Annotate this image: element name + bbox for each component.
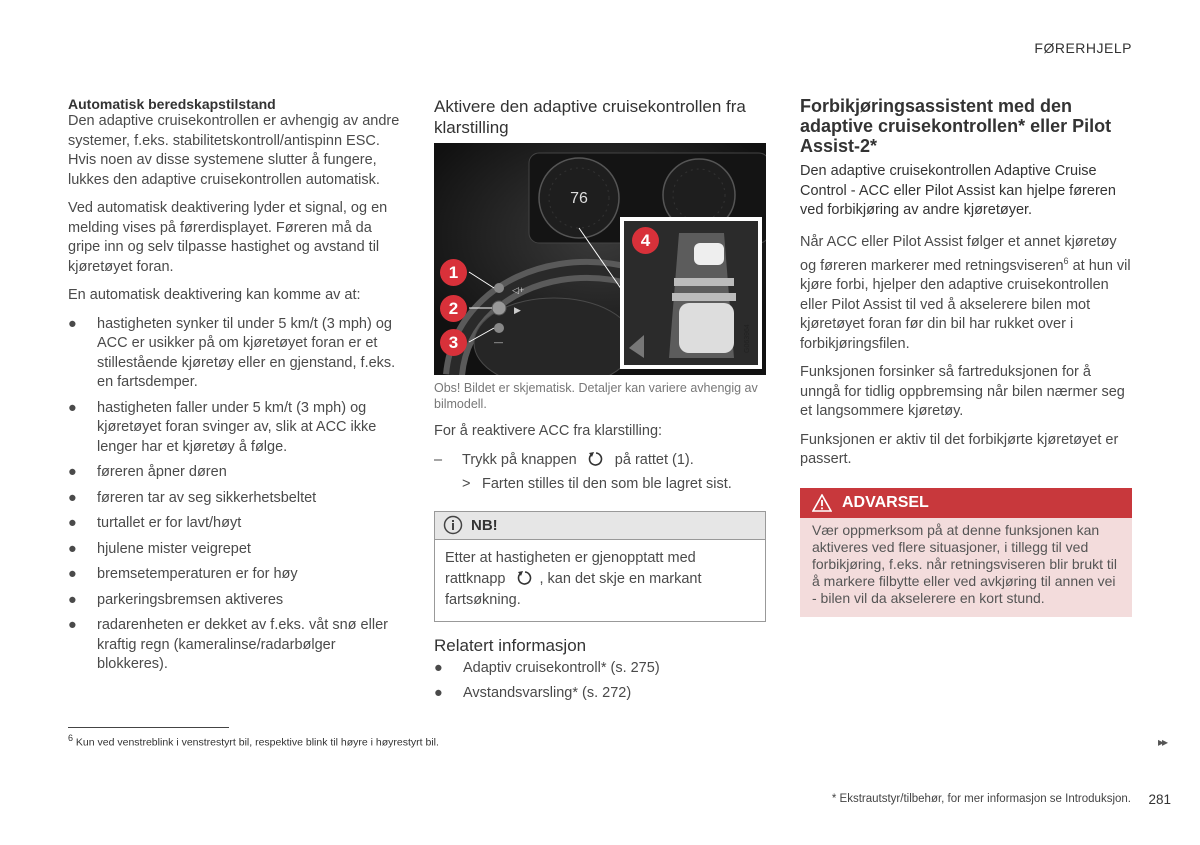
marker-4: 4 (632, 227, 659, 254)
paragraph: Funksjonen forsinker så fartreduksjonen for å unngå for tidlig oppbremsing når bilen nærmer seg et langsommere kjøretøy. (800, 364, 1125, 420)
footer-note: * Ekstrautstyr/tilbehør, for mer informasjon se Introduksjon. 281 (831, 792, 1171, 807)
svg-text:▶: ▶ (514, 305, 521, 315)
resume-icon (587, 451, 605, 467)
note-header (435, 512, 765, 540)
warning-body: Vær oppmerksom på at denne funksjonen kan aktiveres ved flere situasjoner, i tillegg til ved forbikjøring, f.eks. når retningsviseren blir brukt til å markere filbytte eller ved avkjøring til annen vei - bilen vil da akselerere en kort stund. (812, 521, 1117, 606)
page-number: 281 (1148, 792, 1171, 807)
paragraph: Den adaptive cruisekontrollen Adaptive Cruise Control - ACC eller Pilot Assist kan hjelpe føreren ved forbikjøring av andre kjøretøyer. (800, 163, 1116, 218)
marker-1: 1 (440, 259, 467, 286)
list-item: ● hjulene mister veigrepet (68, 540, 251, 557)
bullet-list (68, 315, 403, 675)
footnote-ref: 6 (1063, 256, 1069, 266)
paragraph: Ved automatisk deaktivering lyder et signal, og en melding vises på førerdisplayet. Føreren må da gripe inn og selv tilpasse hastighet og avstand til kjøretøyet foran. (68, 200, 388, 275)
step-result: > Farten stilles til den som ble lagret sist. (462, 475, 732, 492)
related-link[interactable]: ● Avstandsvarsling* (s. 272) (434, 685, 632, 701)
figure-code: G063964 (744, 324, 751, 353)
paragraph: En automatisk deaktivering kan komme av at: (68, 287, 361, 303)
svg-text:◁+: ◁+ (512, 285, 525, 295)
warning-box (800, 488, 1132, 617)
list-item: ● føreren åpner døren (68, 464, 227, 480)
note-body: Etter at hastigheten er gjenopptatt med rattknapp , kan det skje en markant fartsøkning. (445, 549, 702, 608)
resume-icon (516, 570, 534, 586)
paragraph: Den adaptive cruisekontrollen er avhengig av andre systemer, f.eks. stabilitetskontroll/antispinn ESC. Hvis noen av disse systemene slutter å fungere, lukkes den adaptive cruisekontrollen automatisk. (68, 113, 400, 188)
list-item: ● hastigheten faller under 5 km/t (3 mph) og kjøretøyet foran svinger av, slik at ACC ikke lenger har et kjøretøy å følge. (68, 399, 377, 455)
speed-readout: 76 (570, 190, 588, 207)
subheading-standby: Automatisk beredskapstilstand (68, 96, 276, 112)
list-item: ● hastigheten synker til under 5 km/t (3 mph) og ACC er usikker på om kjøretøyet foran er et stillestående kjøretøy eller en gjenstand, f.eks. en fartsdemper. (68, 315, 396, 390)
column-left (68, 96, 403, 681)
figure-caption: Obs! Bildet er skjematisk. Detaljer kan variere avhengig av bilmodell. (434, 381, 758, 411)
list-item: ● føreren tar av seg sikkerhetsbeltet (68, 489, 317, 506)
note-box (434, 511, 766, 622)
section-header: FØRERHJELP (1034, 40, 1132, 56)
warning-triangle-icon (812, 494, 832, 512)
column-middle (434, 96, 766, 710)
list-item: ● bremsetemperaturen er for høy (68, 566, 298, 582)
footnote: $^6$ Kun ved venstreblink i venstrestyrt bil, respektive blink til høyre i høyrestyrt bil. (68, 733, 439, 749)
step-item: – Trykk på knappen på rattet (1). (434, 451, 694, 468)
list-item: ● radarenheten er dekket av f.eks. våt snø eller kraftig regn (kameralinse/radarbølger blokkeres). (68, 617, 388, 672)
marker-2: 2 (440, 295, 467, 322)
dashboard-svg (434, 143, 766, 375)
section-heading: Forbikjøringsassistent med den adaptive cruisekontrollen* eller Pilot Assist-2* (800, 96, 1112, 156)
next-page-arrows[interactable]: ▸▸ (1157, 735, 1166, 749)
related-link[interactable]: ● Adaptiv cruisekontroll* (s. 275) (434, 659, 660, 676)
column-right (800, 96, 1132, 617)
paragraph: Funksjonen er aktiv til det forbikjørte kjøretøyet er passert. (800, 431, 1119, 468)
list-item: ● parkeringsbremsen aktiveres (68, 591, 284, 608)
note-title: NB! (471, 516, 498, 534)
info-icon (443, 515, 463, 535)
svg-text:—: — (494, 337, 503, 347)
footnote-divider (68, 727, 229, 728)
warning-title: ADVARSEL (842, 493, 929, 511)
marker-3: 3 (440, 329, 467, 356)
paragraph: Når ACC eller Pilot Assist følger et annet kjøretøy og føreren markerer med retningsviseren$^6$ at hun vil kjøre forbi, hjelper den adaptive cruisekontrollen eller Pilot Assist til ved å akselerere bilen mot kjøretøyet foran før din bil har rukket over i forbikjøringsfilen. (800, 233, 1131, 352)
section-heading: Aktivere den adaptive cruisekontrollen fra klarstilling (434, 97, 746, 137)
list-item: ● turtallet er for lavt/høyt (68, 515, 242, 531)
related-heading: Relatert informasjon (434, 635, 587, 655)
warning-header (800, 488, 1132, 518)
dashboard-illustration (434, 143, 766, 375)
paragraph: For å reaktivere ACC fra klarstilling: (434, 423, 663, 439)
